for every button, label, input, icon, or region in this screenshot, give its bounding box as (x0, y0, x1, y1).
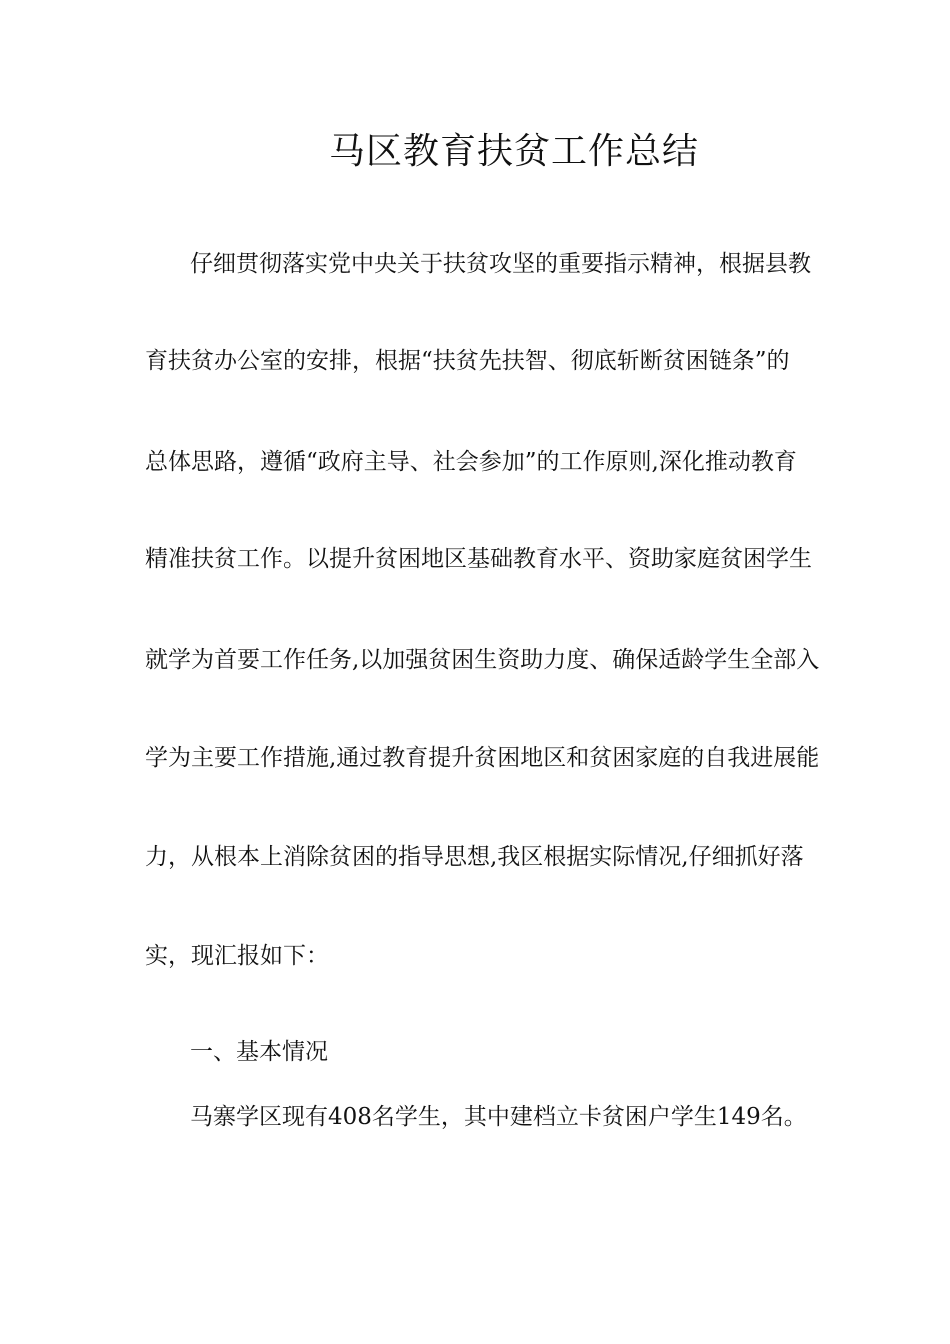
paragraph-line: 学为主要工作措施,通过教育提升贫困地区和贫困家庭的自我进展能 (145, 745, 820, 771)
paragraph-line: 就学为首要工作任务,以加强贫困生资助力度、确保适龄学生全部入 (145, 647, 820, 673)
paragraph-line: 育扶贫办公室的安排，根据“扶贫先扶智、彻底斩断贫困链条”的 (145, 348, 790, 374)
section-heading: 一、基本情况 (190, 1039, 328, 1065)
paragraph-line: 精准扶贫工作。以提升贫困地区基础教育水平、资助家庭贫困学生 (145, 546, 812, 572)
paragraph-line: 力，从根本上消除贫困的指导思想,我区根据实际情况,仔细抓好落 (145, 844, 804, 870)
paragraph-line: 仔细贯彻落实党中央关于扶贫攻坚的重要指示精神，根据县教 (190, 251, 811, 277)
paragraph-line: 实，现汇报如下： (145, 943, 329, 969)
section-paragraph: 马寨学区现有408名学生，其中建档立卡贫困户学生149名。 (190, 1104, 807, 1130)
paragraph-line: 总体思路，遵循“政府主导、社会参加”的工作原则,深化推动教育 (145, 449, 797, 475)
document-title: 马区教育扶贫工作总结 (328, 131, 699, 172)
